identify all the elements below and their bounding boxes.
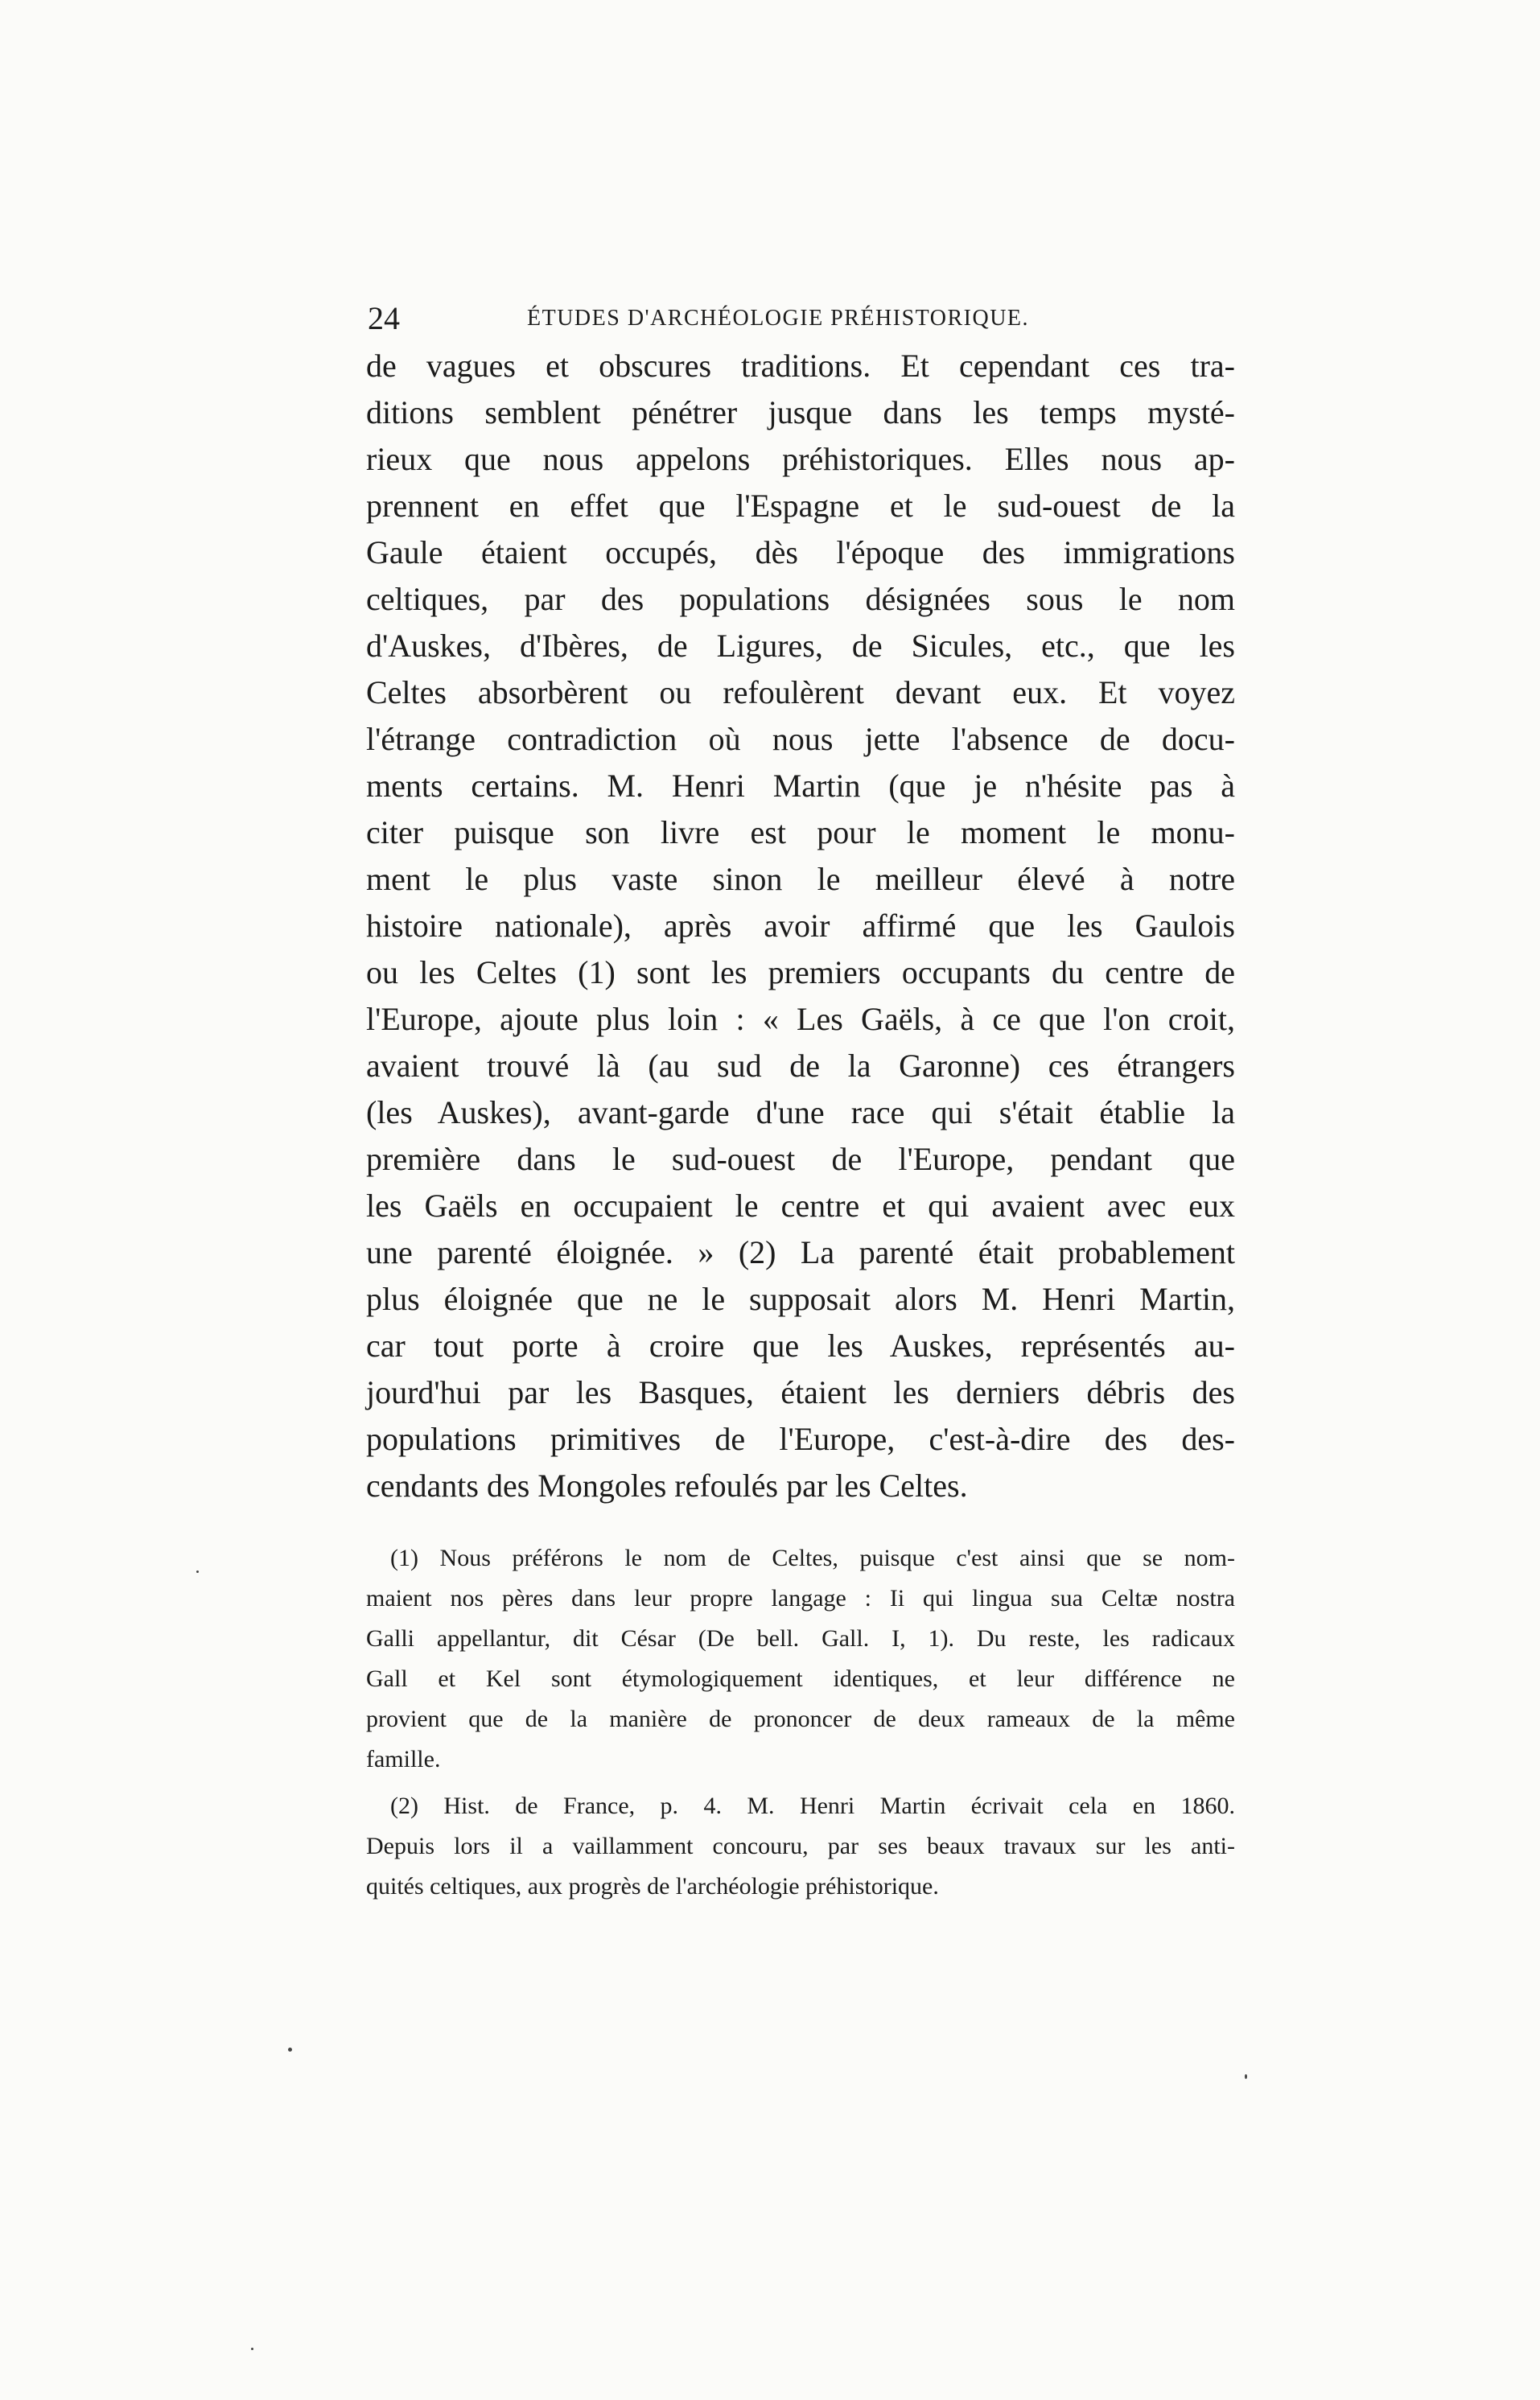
scan-speck: [251, 2348, 253, 2350]
text-line: populations primitives de l'Europe, c'est-à-dire des des-: [366, 1421, 1235, 1457]
footnote-line: Galli appellantur, dit César (De bell. Gall. I, 1). Du reste, les radicaux: [366, 1625, 1235, 1652]
text-line: l'étrange contradiction où nous jette l'absence de docu-: [366, 721, 1235, 757]
scan-speck: [1245, 2074, 1247, 2079]
footnote-2: [366, 1786, 1235, 1907]
text-line: Gaule étaient occupés, dès l'époque des immigrations: [366, 534, 1235, 570]
text-line: jourd'hui par les Basques, étaient les derniers débris des: [366, 1374, 1235, 1410]
footnote-line: (1) Nous préférons le nom de Celtes, puisque c'est ainsi que se nom-: [390, 1545, 1235, 1571]
page-number: 24: [368, 300, 400, 336]
footnote-line: famille.: [366, 1746, 441, 1772]
text-line: (les Auskes), avant-garde d'une race qui s'était établie la: [366, 1094, 1235, 1130]
text-line: celtiques, par des populations désignées sous le nom: [366, 581, 1235, 617]
text-line: ments certains. M. Henri Martin (que je n'hésite pas à: [366, 768, 1235, 804]
text-line: ment le plus vaste sinon le meilleur élevé à notre: [366, 861, 1235, 897]
scan-speck: [288, 2048, 292, 2052]
text-line: car tout porte à croire que les Auskes, représentés au-: [366, 1328, 1235, 1364]
text-line: première dans le sud-ouest de l'Europe, pendant que: [366, 1141, 1235, 1177]
text-line: histoire nationale), après avoir affirmé que les Gaulois: [366, 908, 1235, 944]
main-text: [366, 343, 1235, 1509]
text-line: ditions semblent pénétrer jusque dans les temps mysté-: [366, 394, 1235, 430]
text-line: les Gaëls en occupaient le centre et qui avaient avec eux: [366, 1188, 1235, 1224]
text-line: d'Auskes, d'Ibères, de Ligures, de Sicules, etc., que les: [366, 628, 1235, 664]
text-line: prennent en effet que l'Espagne et le sud-ouest de la: [366, 488, 1235, 524]
text-line: cendants des Mongoles refoulés par les Celtes.: [366, 1468, 968, 1504]
book-page: [366, 299, 1235, 1913]
text-line: rieux que nous appelons préhistoriques. Elles nous ap-: [366, 441, 1235, 477]
footnote-line: Depuis lors il a vaillamment concouru, par ses beaux travaux sur les anti-: [366, 1833, 1235, 1859]
footnote-line: quités celtiques, aux progrès de l'archéologie préhistorique.: [366, 1873, 939, 1900]
text-line: plus éloignée que ne le supposait alors M. Henri Martin,: [366, 1281, 1235, 1317]
footnotes: [366, 1538, 1235, 1907]
text-line: avaient trouvé là (au sud de la Garonne) ces étrangers: [366, 1048, 1235, 1084]
footnote-line: maient nos pères dans leur propre langage : Ii qui lingua sua Celtæ nostra: [366, 1585, 1235, 1612]
text-line: l'Europe, ajoute plus loin : « Les Gaëls, à ce que l'on croit,: [366, 1001, 1235, 1037]
text-line: Celtes absorbèrent ou refoulèrent devant eux. Et voyez: [366, 674, 1235, 710]
running-title: ÉTUDES D'ARCHÉOLOGIE PRÉHISTORIQUE.: [527, 306, 1030, 331]
scan-speck: [196, 1570, 199, 1573]
text-line: citer puisque son livre est pour le moment le monu-: [366, 814, 1235, 850]
footnote-line: Gall et Kel sont étymologiquement identiques, et leur différence ne: [366, 1665, 1235, 1692]
text-line: ou les Celtes (1) sont les premiers occupants du centre de: [366, 954, 1235, 990]
footnote-line: (2) Hist. de France, p. 4. M. Henri Martin écrivait cela en 1860.: [390, 1793, 1235, 1819]
footnote-1: [366, 1538, 1235, 1780]
text-line: une parenté éloignée. » (2) La parenté était probablement: [366, 1234, 1235, 1270]
running-head: [366, 299, 1235, 338]
footnote-line: provient que de la manière de prononcer de deux rameaux de la même: [366, 1706, 1235, 1732]
text-line: de vagues et obscures traditions. Et cependant ces tra-: [366, 348, 1235, 384]
